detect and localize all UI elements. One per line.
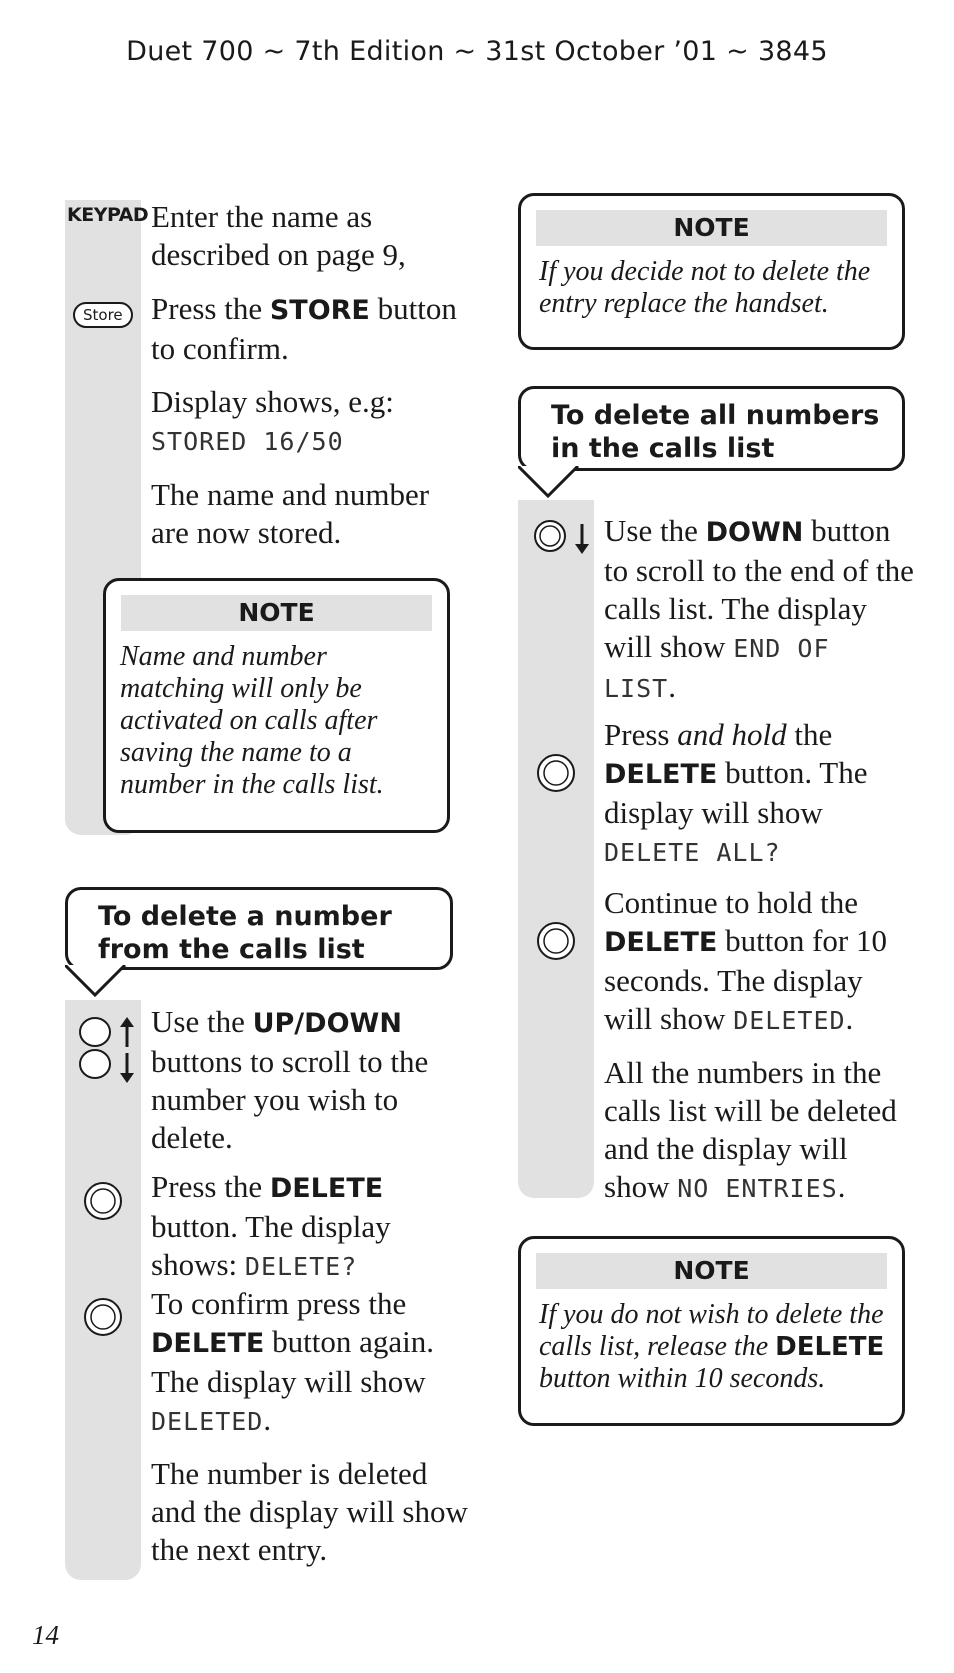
delete-key-label: DELETE	[775, 1332, 885, 1362]
store-key-icon: Store	[73, 302, 133, 328]
step-all-deleted	[604, 1054, 914, 1208]
updown-key-label: UP/DOWN	[252, 1008, 402, 1039]
note-text-part: If you do not wish to delete the calls list, release the	[539, 1299, 884, 1362]
note-body: Name and number matching will only be activated on calls after saving the name to a number in the calls list.	[120, 641, 384, 800]
heading-pointer	[65, 965, 135, 1001]
delete-button-icon	[82, 1296, 124, 1338]
step-text-part: To confirm press the	[151, 1286, 407, 1321]
note-body: If you decide not to delete the entry replace the handset.	[539, 256, 871, 319]
heading-delete-number: To delete a number from the calls list	[65, 887, 453, 970]
delete-button-icon	[82, 1180, 124, 1222]
step-number-deleted: The number is deleted and the display will show the next entry.	[151, 1456, 468, 1567]
right-gutter	[518, 500, 594, 1198]
page-header: Duet 700 ~ 7th Edition ~ 31st October ’01 ~ 3845	[126, 36, 828, 67]
step-text-part: Press the	[151, 1169, 270, 1204]
note-box-name-matching	[103, 578, 450, 833]
lcd-text: DELETE?	[244, 1252, 358, 1281]
note-box-replace-handset	[518, 193, 905, 350]
emphasis-text: and hold	[677, 717, 787, 752]
step-text-part: button to scroll to the end of the calls list. The display will show	[604, 513, 914, 664]
lcd-text: STORED 16/50	[151, 427, 344, 456]
note-box-release-delete	[518, 1236, 905, 1426]
step-text-part: Press	[604, 717, 678, 752]
heading-pointer	[518, 466, 588, 502]
step-text-part: button to confirm.	[151, 291, 457, 366]
step-text-part: button. The display will show	[604, 755, 868, 830]
lcd-text: DELETED	[151, 1407, 264, 1436]
page-number: 14	[32, 1620, 59, 1650]
step-text-part: .	[263, 1402, 272, 1437]
step-text-part: button for 10 seconds. The display will show	[604, 923, 887, 1036]
step-text-part: All the numbers in the calls list will be deleted and the display will show	[604, 1055, 897, 1204]
step-text-part: .	[837, 1169, 846, 1204]
step-text-part: Display shows, e.g:	[151, 384, 394, 419]
left-gutter-bottom	[65, 1000, 141, 1580]
note-body	[539, 1299, 892, 1395]
step-continue-hold	[604, 884, 914, 1040]
store-key-label: STORE	[269, 295, 370, 326]
step-text-part: Use the	[604, 513, 706, 548]
delete-button-icon	[535, 920, 577, 962]
step-press-store	[151, 290, 471, 368]
note-title: NOTE	[536, 1253, 887, 1289]
lcd-text: DELETED	[733, 1006, 846, 1035]
delete-key-label: DELETE	[269, 1173, 384, 1204]
step-press-hold-delete	[604, 716, 914, 872]
step-text-part: buttons to scroll to the number you wish to delete.	[151, 1044, 429, 1155]
step-display-shows	[151, 383, 471, 461]
step-enter-name: Enter the name as described on page 9,	[151, 199, 406, 272]
heading-delete-all: To delete all numbers in the calls list	[518, 386, 905, 471]
delete-button-icon	[535, 752, 577, 794]
step-text-part: .	[845, 1001, 854, 1036]
step-scroll-updown	[151, 1003, 471, 1157]
step-text-part: Use the	[151, 1004, 253, 1039]
step-text-part: .	[668, 669, 676, 704]
lcd-text: END OF LIST	[604, 634, 830, 703]
note-text-part: button within 10 seconds.	[539, 1363, 826, 1394]
step-text-part: Press the	[151, 291, 270, 326]
delete-key-label: DELETE	[604, 759, 718, 790]
step-text-part: button again. The display will show	[151, 1324, 434, 1399]
note-title: NOTE	[121, 595, 432, 631]
keypad-icon: KEYPAD	[67, 204, 149, 226]
lcd-text: DELETE ALL?	[604, 838, 781, 867]
down-button-icon	[530, 516, 594, 556]
step-scroll-down	[604, 512, 914, 708]
step-text-part: button. The display shows:	[151, 1209, 391, 1282]
down-key-label: DOWN	[705, 517, 804, 548]
delete-key-label: DELETE	[604, 927, 718, 958]
step-stored: The name and number are now stored.	[151, 477, 430, 550]
lcd-text: NO ENTRIES	[677, 1174, 838, 1203]
note-title: NOTE	[536, 210, 887, 246]
step-text-part: Continue to hold the	[604, 885, 859, 920]
step-confirm-delete	[151, 1285, 471, 1441]
step-press-delete	[151, 1168, 471, 1286]
up-down-buttons-icon	[75, 1015, 139, 1085]
step-text-part: the	[786, 717, 833, 752]
delete-key-label: DELETE	[151, 1328, 265, 1359]
